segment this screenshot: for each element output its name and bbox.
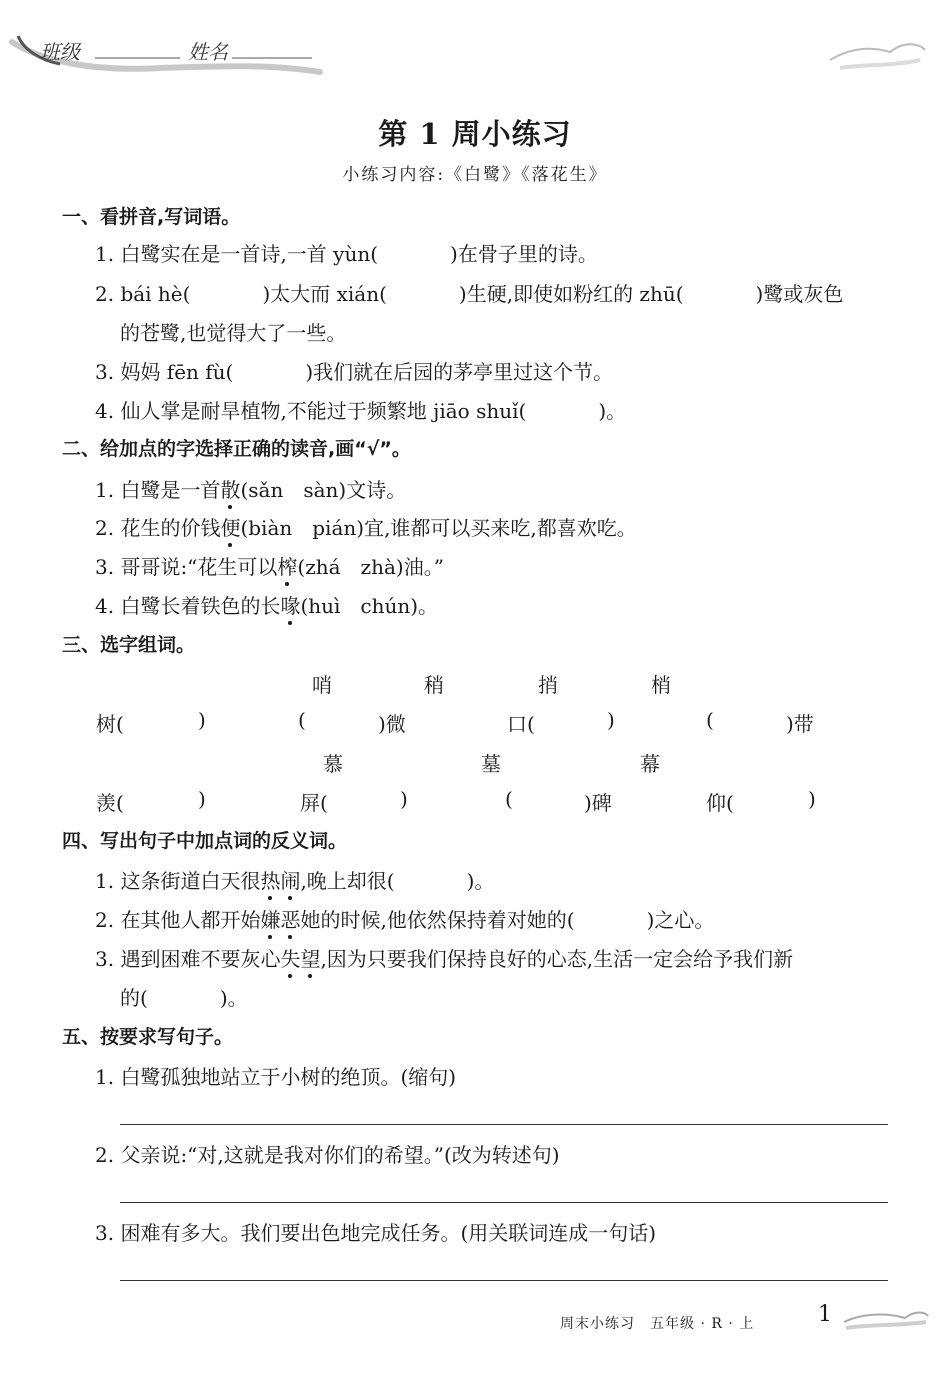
page-title: 第 1 周小练习: [378, 117, 572, 151]
choice-char: 哨: [312, 673, 332, 697]
s5-question-2: 2. 父亲说:“对,这就是我对你们的希望。”(改为转述句): [95, 1143, 560, 1167]
s2-q4-text-a: 4. 白鹭长着铁色的长: [95, 594, 281, 618]
s1-q2-text-a: 2. bái hè(: [95, 282, 191, 306]
page-subtitle: 小练习内容:《白鹭》《落花生》: [342, 165, 608, 185]
dotted-char: 闹: [280, 865, 300, 894]
s1-q4-text-b: )。: [598, 399, 627, 423]
word-blank-end: )带: [786, 712, 814, 736]
s5-question-1: 1. 白鹭孤独地站立于小树的绝顶。(缩句): [95, 1065, 457, 1089]
s1-question-2: [95, 278, 843, 307]
s1-q2-text-d: )鹭或灰色: [755, 282, 844, 306]
class-label: 班级: [40, 40, 80, 64]
s4-q1-text-b: ,晚上却很(: [300, 869, 395, 893]
word-blank-end[interactable]: ): [607, 708, 615, 732]
s2-q1-text-a: 1. 白鹭是一首: [95, 478, 221, 502]
s4-q2-text-b: 她的时候,他依然保持着对她的(: [300, 908, 575, 932]
s4-question-3: [95, 943, 793, 972]
s2-question-4: [95, 590, 438, 619]
answer-line[interactable]: [120, 1280, 888, 1281]
section-4-heading: 四、写出句子中加点词的反义词。: [62, 830, 348, 852]
word-blank-end: )微: [378, 712, 406, 736]
choice-char: 稍: [424, 673, 444, 697]
name-label: 姓名: [188, 40, 228, 64]
section-1-heading: 一、看拼音,写词语。: [62, 206, 241, 228]
section-5-heading: 五、按要求写句子。: [62, 1026, 234, 1048]
s4-q3-text-d: )。: [219, 986, 248, 1010]
s2-question-1: [95, 474, 406, 503]
dotted-char: 喙: [280, 590, 300, 619]
dotted-char: 恶: [280, 904, 300, 933]
word-blank-start: 树(: [96, 712, 124, 736]
section-3-heading: 三、选字组词。: [62, 634, 196, 656]
word-blank-start: 口(: [507, 712, 535, 736]
footer-text: 周末小练习 五年级 · R · 上: [560, 1316, 755, 1332]
s4-q2-text-c: )之心。: [646, 908, 715, 932]
cloud-decoration-icon: [820, 30, 930, 80]
choice-char: 幕: [640, 752, 660, 776]
choice-char: 捎: [538, 673, 558, 697]
s1-question-1: [95, 238, 598, 267]
s2-q3-options[interactable]: (zhá zhà)油。”: [297, 555, 444, 579]
s1-q2-text-c: )生硬,即使如粉红的 zhū(: [458, 282, 684, 306]
page-number: 1: [818, 1302, 832, 1327]
s2-q4-options[interactable]: (huì chún)。: [300, 594, 439, 618]
dotted-char: 嫌: [260, 904, 280, 933]
choice-char: 慕: [323, 752, 343, 776]
dotted-char: 散: [220, 474, 240, 503]
word-blank-end: )碑: [584, 791, 612, 815]
s1-q1-text-a: 1. 白鹭实在是一首诗,一首 yùn(: [95, 242, 379, 266]
word-blank-start[interactable]: (: [505, 787, 513, 811]
dotted-char: 热: [260, 865, 280, 894]
s2-question-3: [95, 551, 444, 580]
s1-question-3: [95, 356, 613, 385]
s1-q2-continuation: 的苍鹭,也觉得大了一些。: [120, 321, 347, 345]
word-blank-end[interactable]: ): [400, 787, 408, 811]
s4-question-2: [95, 904, 714, 933]
answer-line[interactable]: [120, 1124, 888, 1125]
word-blank-start[interactable]: (: [298, 708, 306, 732]
s4-q3-text-b: ,因为只要我们保持良好的心态,生活一定会给予我们新: [320, 947, 794, 971]
word-blank-start[interactable]: (: [706, 708, 714, 732]
word-blank-start: 屏(: [300, 791, 328, 815]
s2-q1-options[interactable]: (sǎn sàn)文诗。: [240, 478, 407, 502]
s4-q3-text-a: 3. 遇到困难不要灰心: [95, 947, 281, 971]
s5-question-3: 3. 困难有多大。我们要出色地完成任务。(用关联词连成一句话): [95, 1221, 657, 1245]
word-blank-end[interactable]: ): [198, 787, 206, 811]
s2-q2-options[interactable]: (biàn pián)宜,谁都可以买来吃,都喜欢吃。: [240, 516, 637, 540]
s1-q2-text-b: )太大而 xián(: [262, 282, 387, 306]
s1-question-4: [95, 395, 626, 424]
s4-q2-text-a: 2. 在其他人都开始: [95, 908, 261, 932]
s1-q3-text-b: )我们就在后园的茅亭里过这个节。: [305, 360, 614, 384]
s2-q3-text-a: 3. 哥哥说:“花生可以: [95, 555, 278, 579]
s4-q1-text-a: 1. 这条街道白天很: [95, 869, 261, 893]
s4-question-1: [95, 865, 494, 894]
s2-question-2: [95, 512, 637, 541]
dotted-char: 榨: [277, 551, 297, 580]
s4-q3-text-c: 的(: [120, 986, 148, 1010]
word-blank-end[interactable]: ): [808, 787, 816, 811]
dotted-char: 失: [280, 943, 300, 972]
answer-line[interactable]: [120, 1202, 888, 1203]
footer-cloud-decoration-icon: [830, 1300, 930, 1340]
word-blank-start: 仰(: [706, 791, 734, 815]
s4-q1-text-c: )。: [466, 869, 495, 893]
word-blank-start: 羡(: [96, 791, 124, 815]
choice-char: 墓: [481, 752, 501, 776]
section-2-heading: 二、给加点的字选择正确的读音,画“√”。: [62, 438, 411, 460]
s2-q2-text-a: 2. 花生的价钱: [95, 516, 221, 540]
s1-q1-text-b: )在骨子里的诗。: [450, 242, 598, 266]
s1-q3-text-a: 3. 妈妈 fēn fù(: [95, 360, 234, 384]
s4-q3-continuation: [120, 982, 248, 1011]
dotted-char: 便: [220, 512, 240, 541]
choice-char: 梢: [651, 673, 671, 697]
dotted-char: 望: [300, 943, 320, 972]
word-blank-end[interactable]: ): [198, 708, 206, 732]
s1-q4-text-a: 4. 仙人掌是耐旱植物,不能过于频繁地 jiāo shuǐ(: [95, 399, 527, 423]
